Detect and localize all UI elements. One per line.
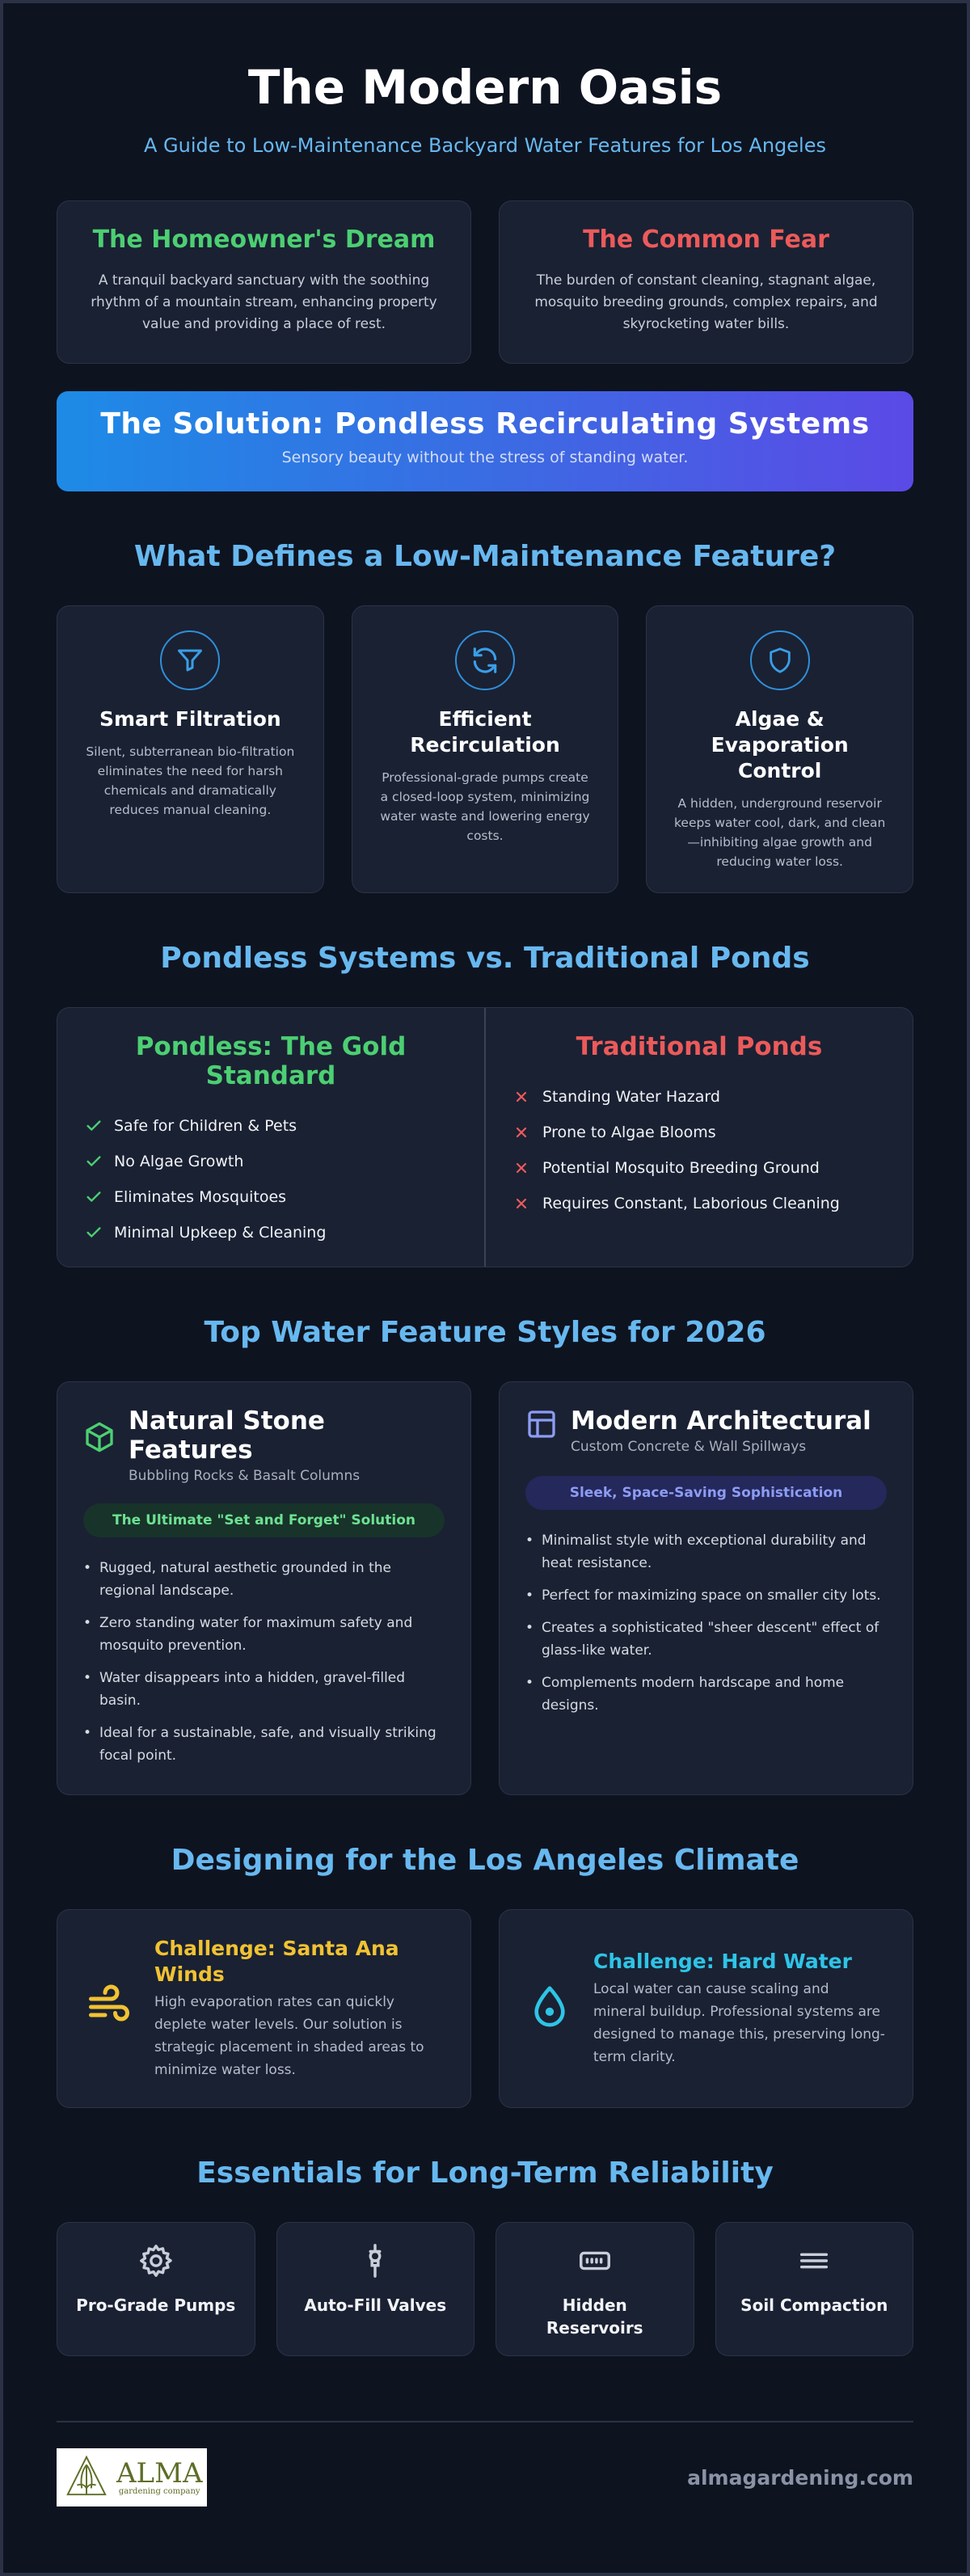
pondless-column — [57, 1008, 486, 1267]
solution-subtitle: Sensory beauty without the stress of standing water. — [281, 449, 689, 466]
traditional-list — [513, 1079, 885, 1221]
list-item — [513, 1150, 885, 1186]
list-item: • Water disappears into a hidden, gravel-filled basin. — [83, 1667, 445, 1712]
valve-icon — [356, 2267, 394, 2283]
list-item-label: Potential Mosquito Breeding Ground — [542, 1159, 820, 1177]
list-item-label: Safe for Children & Pets — [114, 1117, 297, 1135]
natural-stone-badge: The Ultimate "Set and Forget" Solution — [83, 1503, 445, 1537]
check-icon — [85, 1117, 114, 1135]
hero — [57, 3, 913, 157]
natural-stone-card — [57, 1381, 471, 1795]
list-item — [85, 1215, 457, 1250]
pondless-list — [85, 1108, 457, 1250]
check-icon — [85, 1188, 114, 1206]
modern-architectural-header — [525, 1406, 887, 1455]
cube-icon — [83, 1421, 116, 1457]
x-icon — [513, 1124, 542, 1140]
footer — [57, 2448, 913, 2506]
list-item-label: Standing Water Hazard — [542, 1088, 720, 1106]
list-item — [513, 1115, 885, 1150]
list-item — [513, 1079, 885, 1115]
x-icon — [513, 1160, 542, 1176]
list-item — [85, 1179, 457, 1215]
natural-stone-header — [83, 1406, 445, 1484]
wind-icon — [85, 1983, 133, 2034]
solution-title: The Solution: Pondless Recirculating Systems — [100, 407, 870, 441]
define-cards — [57, 605, 913, 893]
hard-water-title: Challenge: Hard Water — [593, 1950, 852, 1973]
modern-architectural-title: Modern Architectural — [571, 1406, 871, 1436]
define-card-text: A hidden, underground reservoir keeps water cool, dark, and clean—inhibiting algae growth and reducing water loss. — [673, 796, 886, 869]
define-card-algae — [646, 605, 913, 893]
compare-section-title: Pondless Systems vs. Traditional Ponds — [160, 942, 810, 975]
shield-icon — [750, 630, 810, 690]
essential-valves — [276, 2222, 475, 2356]
footer-divider — [57, 2421, 913, 2422]
fear-text: The burden of constant cleaning, stagnant algae, mosquito breeding grounds, complex repairs, and skyrocketing water bills. — [534, 272, 878, 332]
filter-icon — [160, 630, 220, 690]
list-item: • Perfect for maximizing space on smaller city lots. — [525, 1584, 887, 1607]
list-item-label: Eliminates Mosquitoes — [114, 1188, 287, 1206]
hard-water-text: Local water can cause scaling and mineral buildup. Professional systems are designed to manage this, preserving long-term clarity. — [593, 1981, 885, 2065]
x-icon — [513, 1089, 542, 1105]
natural-stone-subtitle: Bubbling Rocks & Basalt Columns — [129, 1468, 361, 1484]
natural-stone-bullets — [83, 1557, 445, 1767]
gear-icon — [137, 2267, 175, 2283]
dream-fear-row — [57, 200, 913, 364]
check-icon — [85, 1224, 114, 1242]
list-item — [85, 1144, 457, 1179]
fear-card — [499, 200, 913, 364]
define-section-title: What Defines a Low-Maintenance Feature? — [133, 540, 837, 573]
list-item-label: Minimal Upkeep & Cleaning — [114, 1224, 327, 1242]
essentials-cards — [57, 2222, 913, 2356]
company-logo — [57, 2448, 207, 2506]
santa-ana-title: Challenge: Santa Ana Winds — [154, 1937, 399, 1986]
check-icon — [85, 1153, 114, 1170]
modern-architectural-badge: Sleek, Space-Saving Sophistication — [525, 1476, 887, 1510]
list-item: • Complements modern hardscape and home designs. — [525, 1672, 887, 1717]
page-title: The Modern Oasis — [247, 60, 723, 115]
logo-wordmark: ALMA — [116, 2456, 203, 2490]
water-drop-icon — [527, 1984, 572, 2033]
modern-architectural-bullets — [525, 1529, 887, 1717]
modern-architectural-subtitle: Custom Concrete & Wall Spillways — [571, 1439, 807, 1455]
hard-water-card — [499, 1909, 913, 2108]
leaf-logo-icon — [63, 2453, 110, 2502]
climate-section-title: Designing for the Los Angeles Climate — [171, 1844, 799, 1877]
fear-title: The Common Fear — [583, 226, 829, 254]
dream-title: The Homeowner's Dream — [92, 226, 436, 254]
list-item: • Rugged, natural aesthetic grounded in the regional landscape. — [83, 1557, 445, 1602]
dream-card — [57, 200, 471, 364]
list-item — [513, 1186, 885, 1221]
dream-text: A tranquil backyard sanctuary with the soothing rhythm of a mountain stream, enhancing property value and providing a place of rest. — [91, 272, 437, 332]
styles-section-title: Top Water Feature Styles for 2026 — [204, 1316, 766, 1349]
list-item: • Zero standing water for maximum safety and mosquito prevention. — [83, 1612, 445, 1657]
santa-ana-text: High evaporation rates can quickly deplete water levels. Our solution is strategic placement in shaded areas to minimize water loss. — [154, 1994, 424, 2078]
traditional-column — [486, 1008, 913, 1267]
natural-stone-title: Natural Stone Features — [129, 1406, 325, 1465]
list-item: • Minimalist style with exceptional durability and heat resistance. — [525, 1529, 887, 1575]
define-card-filtration — [57, 605, 324, 893]
reservoir-icon — [576, 2267, 614, 2283]
page-subtitle: A Guide to Low-Maintenance Backyard Water Features for Los Angeles — [144, 134, 826, 157]
list-item: • Creates a sophisticated "sheer descent" effect of glass-like water. — [525, 1617, 887, 1662]
essential-label: Soil Compaction — [740, 2296, 888, 2315]
layout-icon — [525, 1408, 558, 1444]
x-icon — [513, 1195, 542, 1212]
traditional-title: Traditional Ponds — [576, 1032, 823, 1061]
essential-label: Hidden Reservoirs — [546, 2296, 643, 2338]
logo-tagline: gardening company — [118, 2486, 200, 2496]
define-card-recirculation — [352, 605, 619, 893]
define-card-title: Algae & Evaporation Control — [711, 707, 849, 782]
list-item-label: No Algae Growth — [114, 1153, 244, 1170]
pondless-title: Pondless: The Gold Standard — [135, 1032, 407, 1090]
essential-label: Auto-Fill Valves — [304, 2296, 447, 2315]
list-item — [85, 1108, 457, 1144]
define-card-text: Professional-grade pumps create a closed-loop system, minimizing water waste and lowering energy costs. — [380, 770, 590, 843]
list-item-label: Prone to Algae Blooms — [542, 1124, 716, 1141]
define-card-title: Smart Filtration — [99, 707, 281, 731]
essential-soil — [715, 2222, 914, 2356]
modern-architectural-card — [499, 1381, 913, 1795]
comparison-card — [57, 1007, 913, 1267]
list-item-label: Requires Constant, Laborious Cleaning — [542, 1195, 840, 1212]
essential-reservoirs — [496, 2222, 694, 2356]
essential-pumps — [57, 2222, 255, 2356]
list-item: • Ideal for a sustainable, safe, and visually striking focal point. — [83, 1722, 445, 1767]
solution-banner — [57, 391, 913, 491]
climate-cards — [57, 1909, 913, 2108]
recycle-icon — [455, 630, 515, 690]
essential-label: Pro-Grade Pumps — [76, 2296, 236, 2315]
layers-icon — [795, 2267, 833, 2283]
santa-ana-card — [57, 1909, 471, 2108]
essentials-section-title: Essentials for Long-Term Reliability — [196, 2157, 774, 2190]
define-card-title: Efficient Recirculation — [410, 707, 560, 757]
website-url: almagardening.com — [687, 2465, 913, 2490]
styles-cards — [57, 1381, 913, 1795]
define-card-text: Silent, subterranean bio-filtration eliminates the need for harsh chemicals and dramatically reduces manual cleaning. — [86, 744, 295, 817]
